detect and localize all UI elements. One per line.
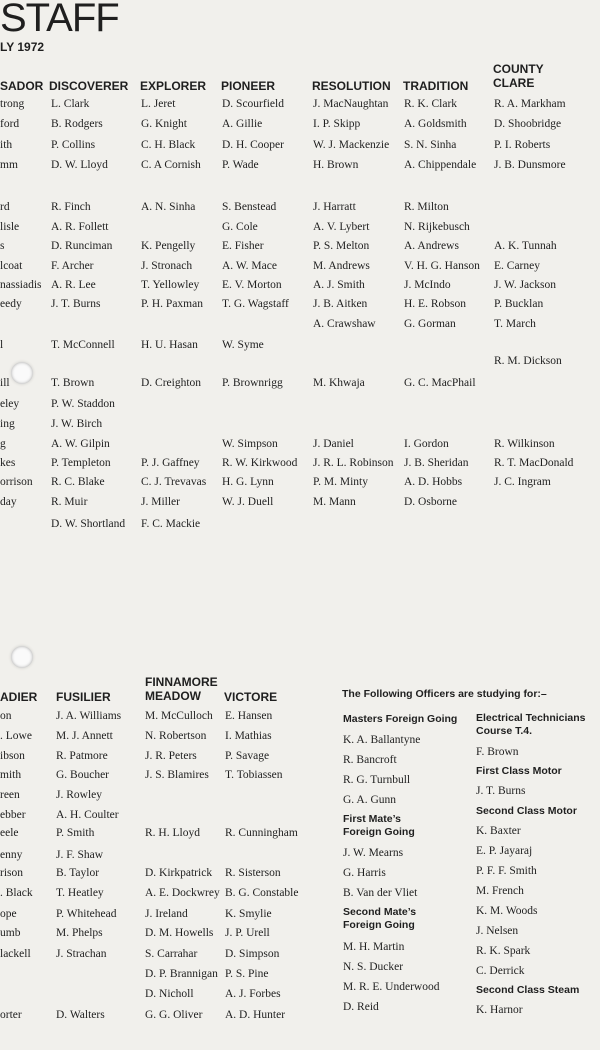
staff-name: eele: [0, 827, 19, 839]
course-title-line2: Course T.4.: [476, 725, 533, 737]
staff-name: J. B. Sheridan: [404, 457, 469, 469]
staff-name: J. Daniel: [313, 438, 354, 450]
staff-name: A. Andrews: [404, 240, 459, 252]
staff-name: P. S. Pine: [225, 968, 269, 980]
course-officer: K. A. Ballantyne: [343, 734, 421, 746]
staff-name: J. S. Blamires: [145, 769, 209, 781]
staff-name: eley: [0, 398, 20, 410]
staff-name: E. Hansen: [225, 710, 273, 722]
course-title: Electrical Technicians: [476, 712, 586, 724]
staff-name: H. U. Hasan: [141, 339, 198, 351]
staff-name: R. Muir: [51, 496, 88, 508]
staff-name: A. Goldsmith: [404, 118, 467, 130]
staff-name: M. Andrews: [313, 260, 370, 272]
staff-name: J. T. Burns: [51, 298, 101, 310]
staff-name: N. Rijkebusch: [404, 221, 470, 233]
staff-name: J. Ireland: [145, 908, 188, 920]
course-officer: R. Bancroft: [343, 754, 397, 766]
staff-name: W. Syme: [222, 339, 264, 351]
staff-name: R. Wilkinson: [494, 438, 555, 450]
column-header-meadow: MEADOW: [145, 689, 201, 703]
staff-name: enny: [0, 849, 23, 861]
punch-hole: [11, 362, 33, 384]
course-title-line2: Foreign Going: [343, 919, 415, 931]
staff-name: A. E. Dockwrey: [145, 887, 220, 899]
column-header-clare: CLARE: [493, 76, 535, 90]
staff-name: K. Smylie: [225, 908, 272, 920]
course-title-line2: Foreign Going: [343, 826, 415, 838]
staff-name: P. H. Paxman: [141, 298, 203, 310]
staff-name: P. I. Roberts: [494, 139, 551, 151]
staff-name: G. C. MacPhail: [404, 377, 476, 389]
course-title: Masters Foreign Going: [343, 713, 458, 725]
staff-name: M. Khwaja: [313, 377, 365, 389]
staff-name: S. Carrahar: [145, 948, 198, 960]
course-officer: M. R. E. Underwood: [343, 981, 440, 993]
staff-name: J. C. Ingram: [494, 476, 551, 488]
staff-name: T. Tobiassen: [225, 769, 283, 781]
course-officer: J. T. Burns: [476, 785, 526, 797]
staff-name: A. R. Lee: [51, 279, 96, 291]
course-officer: K. Baxter: [476, 825, 521, 837]
staff-name: W. Simpson: [222, 438, 278, 450]
staff-name: A. D. Hunter: [225, 1009, 286, 1021]
staff-name: R. Patmore: [56, 750, 108, 762]
staff-name: M. McCulloch: [145, 710, 213, 722]
staff-name: D. M. Howells: [145, 927, 214, 939]
staff-name: A. K. Tunnah: [494, 240, 557, 252]
staff-name: nassiadis: [0, 279, 42, 291]
course-title: First Mate’s: [343, 813, 401, 825]
staff-name: W. J. Duell: [222, 496, 274, 508]
staff-name: A. J. Smith: [313, 279, 365, 291]
staff-name: R. A. Markham: [494, 98, 566, 110]
column-header-explorer: EXPLORER: [140, 79, 207, 93]
staff-name: F. Archer: [51, 260, 94, 272]
staff-name: I. P. Skipp: [313, 118, 361, 130]
staff-name: W. J. Mackenzie: [313, 139, 390, 151]
staff-name: ill: [0, 377, 10, 389]
staff-name: D. Nicholl: [145, 988, 194, 1000]
staff-name: P. Whitehead: [56, 908, 117, 920]
staff-name: D. Scourfield: [222, 98, 284, 110]
staff-name: E. Fisher: [222, 240, 264, 252]
course-officer: R. G. Turnbull: [343, 774, 411, 786]
staff-name: orter: [0, 1009, 22, 1021]
course-officer: K. M. Woods: [476, 905, 538, 917]
staff-name: D. Runciman: [51, 240, 113, 252]
staff-name: P. Smith: [56, 827, 95, 839]
staff-name: D. Shoobridge: [494, 118, 562, 130]
staff-name: M. J. Annett: [56, 730, 113, 742]
staff-name: K. Pengelly: [141, 240, 196, 252]
column-header-ambassador: SADOR: [0, 79, 44, 93]
staff-name: A. Gillie: [222, 118, 263, 130]
column-header-fusilier: FUSILIER: [56, 690, 111, 704]
staff-name: A. D. Hobbs: [404, 476, 463, 488]
staff-name: J. F. Shaw: [56, 849, 104, 861]
staff-name: D. Creighton: [141, 377, 202, 389]
staff-name: B. G. Constable: [225, 887, 299, 899]
staff-name: J. P. Urell: [225, 927, 270, 939]
course-officer: G. Harris: [343, 867, 386, 879]
staff-name: on: [0, 710, 12, 722]
staff-name: R. Sisterson: [225, 867, 281, 879]
staff-name: D. H. Cooper: [222, 139, 284, 151]
course-officer: J. W. Mearns: [343, 847, 404, 859]
staff-name: mm: [0, 159, 18, 171]
staff-name: G. Boucher: [56, 769, 110, 781]
course-officer: D. Reid: [343, 1001, 379, 1013]
staff-name: R. C. Blake: [51, 476, 105, 488]
staff-name: A. W. Gilpin: [51, 438, 110, 450]
course-officer: F. Brown: [476, 746, 519, 758]
staff-name: R. T. MacDonald: [494, 457, 574, 469]
staff-name: D. Walters: [56, 1009, 105, 1021]
staff-name: A. Crawshaw: [313, 318, 376, 330]
staff-name: ope: [0, 908, 17, 920]
column-header-grenadier: ADIER: [0, 690, 38, 704]
staff-name: R. K. Clark: [404, 98, 458, 110]
staff-name: reen: [0, 789, 20, 801]
staff-name: J. W. Birch: [51, 418, 103, 430]
staff-name: G. Knight: [141, 118, 187, 130]
column-header-resolution: RESOLUTION: [312, 79, 391, 93]
column-header-tradition: TRADITION: [403, 79, 469, 93]
staff-name: D. W. Lloyd: [51, 159, 108, 171]
staff-name: ing: [0, 418, 15, 430]
staff-name: R. W. Kirkwood: [222, 457, 298, 469]
staff-name: lisle: [0, 221, 20, 233]
course-title: First Class Motor: [476, 765, 562, 777]
staff-name: orrison: [0, 476, 33, 488]
staff-name: T. McConnell: [51, 339, 115, 351]
column-header-discoverer: DISCOVERER: [49, 79, 129, 93]
staff-name: umb: [0, 927, 21, 939]
staff-name: A. R. Follett: [51, 221, 109, 233]
staff-name: A. J. Forbes: [225, 988, 281, 1000]
staff-name: R. H. Lloyd: [145, 827, 200, 839]
staff-name: J. A. Williams: [56, 710, 122, 722]
course-officer: P. F. F. Smith: [476, 865, 537, 877]
staff-name: T. Brown: [51, 377, 95, 389]
course-officer: N. S. Ducker: [343, 961, 404, 973]
staff-name: F. C. Mackie: [141, 518, 201, 530]
staff-name: ford: [0, 118, 20, 130]
staff-name: J. Rowley: [56, 789, 102, 801]
staff-name: P. Templeton: [51, 457, 111, 469]
staff-name: eedy: [0, 298, 22, 310]
staff-name: C. J. Trevavas: [141, 476, 207, 488]
staff-name: J. B. Aitken: [313, 298, 368, 310]
staff-name: R. Finch: [51, 201, 91, 213]
staff-name: A. Chippendale: [404, 159, 477, 171]
staff-name: I. Gordon: [404, 438, 449, 450]
staff-name: P. Collins: [51, 139, 96, 151]
staff-name: day: [0, 496, 17, 508]
staff-name: J. Stronach: [141, 260, 193, 272]
staff-name: B. Taylor: [56, 867, 100, 879]
staff-name: S. Benstead: [222, 201, 277, 213]
staff-name: P. Bucklan: [494, 298, 544, 310]
staff-name: g: [0, 438, 6, 450]
staff-name: P. Wade: [222, 159, 259, 171]
staff-name: ebber: [0, 809, 26, 821]
staff-name: I. Mathias: [225, 730, 272, 742]
staff-name: P. Savage: [225, 750, 270, 762]
staff-name: E. Carney: [494, 260, 540, 272]
issue-date: LY 1972: [0, 40, 45, 54]
staff-name: lackell: [0, 948, 31, 960]
staff-name: J. R. Peters: [145, 750, 197, 762]
staff-name: T. Yellowley: [141, 279, 200, 291]
column-header-finnamore: FINNAMORE: [145, 675, 218, 689]
staff-name: P. W. Staddon: [51, 398, 115, 410]
column-header-victore: VICTORE: [224, 690, 278, 704]
staff-name: C. A Cornish: [141, 159, 201, 171]
staff-name: J. MacNaughtan: [313, 98, 389, 110]
course-officer: M. H. Martin: [343, 941, 405, 953]
staff-name: trong: [0, 98, 25, 110]
staff-name: mith: [0, 769, 22, 781]
column-header-pioneer: PIONEER: [221, 79, 276, 93]
staff-name: T. G. Wagstaff: [222, 298, 289, 310]
staff-name: P. Brownrigg: [222, 377, 283, 389]
course-title: Second Mate’s: [343, 906, 417, 918]
staff-name: D. Simpson: [225, 948, 280, 960]
staff-name: R. Milton: [404, 201, 449, 213]
course-title: Second Class Motor: [476, 805, 577, 817]
staff-name: J. W. Jackson: [494, 279, 556, 291]
staff-name: L. Clark: [51, 98, 90, 110]
course-officer: C. Derrick: [476, 965, 525, 977]
staff-name: D. Osborne: [404, 496, 458, 508]
staff-name: H. G. Lynn: [222, 476, 274, 488]
staff-name: G. Gorman: [404, 318, 456, 330]
staff-name: J. McIndo: [404, 279, 451, 291]
staff-name: A. V. Lybert: [313, 221, 370, 233]
course-officer: M. French: [476, 885, 524, 897]
staff-name: ith: [0, 139, 13, 151]
staff-name: R. M. Dickson: [494, 355, 562, 367]
studying-heading: The Following Officers are studying for:–: [342, 688, 547, 700]
course-officer: R. K. Spark: [476, 945, 531, 957]
column-header-county: COUNTY: [493, 62, 544, 76]
staff-name: . Lowe: [0, 730, 32, 742]
course-officer: G. A. Gunn: [343, 794, 397, 806]
staff-name: D. Kirkpatrick: [145, 867, 213, 879]
staff-name: A. H. Coulter: [56, 809, 119, 821]
staff-name: A. N. Sinha: [141, 201, 196, 213]
staff-name: D. W. Shortland: [51, 518, 126, 530]
staff-name: J. B. Dunsmore: [494, 159, 566, 171]
staff-name: N. Robertson: [145, 730, 207, 742]
staff-name: G. Cole: [222, 221, 258, 233]
course-officer: E. P. Jayaraj: [476, 845, 533, 857]
course-title: Second Class Steam: [476, 984, 580, 996]
staff-name: H. E. Robson: [404, 298, 466, 310]
staff-name: D. P. Brannigan: [145, 968, 218, 980]
staff-name: P. S. Melton: [313, 240, 370, 252]
staff-name: l: [0, 339, 4, 351]
course-officer: K. Harnor: [476, 1004, 523, 1016]
staff-name: E. V. Morton: [222, 279, 282, 291]
staff-name: T. March: [494, 318, 536, 330]
staff-name: M. Phelps: [56, 927, 103, 939]
staff-name: P. J. Gaffney: [141, 457, 200, 469]
staff-name: A. W. Mace: [222, 260, 277, 272]
staff-name: . Black: [0, 887, 33, 899]
staff-name: kes: [0, 457, 16, 469]
staff-name: s: [0, 240, 5, 252]
staff-name: J. Harratt: [313, 201, 356, 213]
staff-name: L. Jeret: [141, 98, 176, 110]
staff-name: ibson: [0, 750, 25, 762]
staff-name: J. Strachan: [56, 948, 107, 960]
staff-name: P. M. Minty: [313, 476, 368, 488]
staff-name: J. R. L. Robinson: [313, 457, 394, 469]
course-officer: J. Nelsen: [476, 925, 519, 937]
staff-name: lcoat: [0, 260, 23, 272]
staff-name: J. Miller: [141, 496, 180, 508]
staff-name: T. Heatley: [56, 887, 104, 899]
staff-name: V. H. G. Hanson: [404, 260, 480, 272]
staff-name: rd: [0, 201, 10, 213]
staff-name: B. Rodgers: [51, 118, 103, 130]
staff-name: rison: [0, 867, 23, 879]
staff-name: G. G. Oliver: [145, 1009, 203, 1021]
staff-name: M. Mann: [313, 496, 356, 508]
staff-name: R. Cunningham: [225, 827, 298, 839]
page-title: STAFF: [0, 0, 119, 40]
course-officer: B. Van der Vliet: [343, 887, 418, 899]
staff-name: C. H. Black: [141, 139, 196, 151]
staff-name: H. Brown: [313, 159, 359, 171]
staff-name: S. N. Sinha: [404, 139, 457, 151]
punch-hole: [11, 646, 33, 668]
